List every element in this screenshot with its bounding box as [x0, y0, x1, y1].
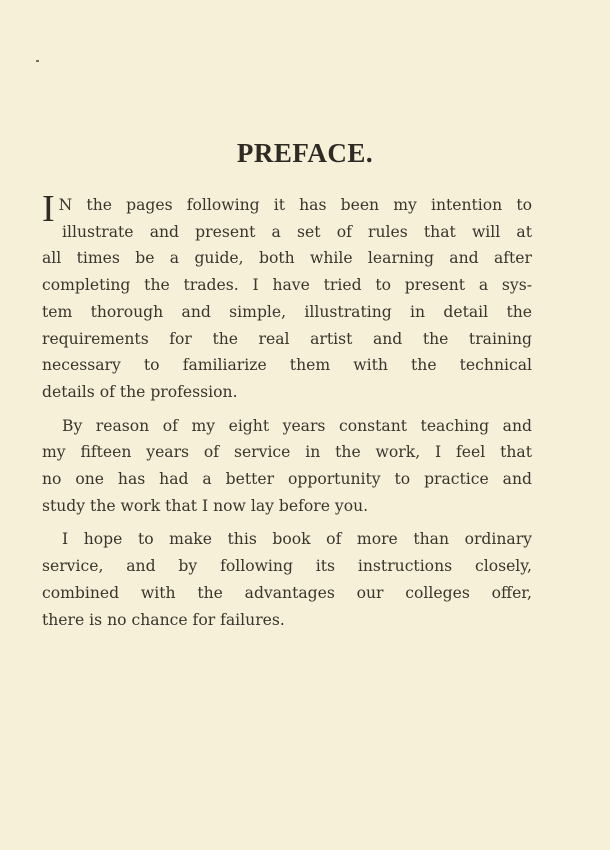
paragraph-line: combined with the advantages our colleges offer, — [42, 583, 532, 602]
paragraph-line: no one has had a better opportunity to practice and — [42, 470, 532, 489]
paragraph-line: I hope to make this book of more than ordinary — [62, 530, 532, 549]
paragraph-line: By reason of my eight years constant teaching and — [62, 416, 532, 435]
paragraph-3 — [42, 526, 532, 633]
paragraph-1 — [42, 188, 532, 406]
paragraph-line: illustrate and present a set of rules that will at — [62, 222, 532, 241]
paragraph-line: there is no chance for failures. — [42, 610, 285, 629]
paragraph-line: all times be a guide, both while learning and after — [42, 249, 532, 268]
paragraph-line: service, and by following its instructions closely, — [42, 557, 532, 576]
paragraph-line: N the pages following it has been my intention to — [58, 196, 532, 214]
paragraph-line: completing the trades. I have tried to present a sys- — [42, 276, 532, 295]
paragraph-line: requirements for the real artist and the training — [42, 329, 532, 348]
paragraph-line: study the work that I now lay before you. — [42, 496, 369, 515]
preface-body — [42, 188, 532, 633]
paragraph-line: details of the profession. — [42, 382, 238, 401]
drop-cap: I — [42, 188, 55, 230]
paragraph-line: tem thorough and simple, illustrating in detail the — [42, 302, 532, 321]
paragraph-line: necessary to familiarize them with the technical — [42, 356, 532, 375]
ink-speck — [36, 60, 39, 62]
paragraph-2 — [42, 413, 532, 520]
paragraph-line: my fifteen years of service in the work, I feel that — [42, 443, 532, 462]
page-title: PREFACE. — [236, 138, 374, 168]
